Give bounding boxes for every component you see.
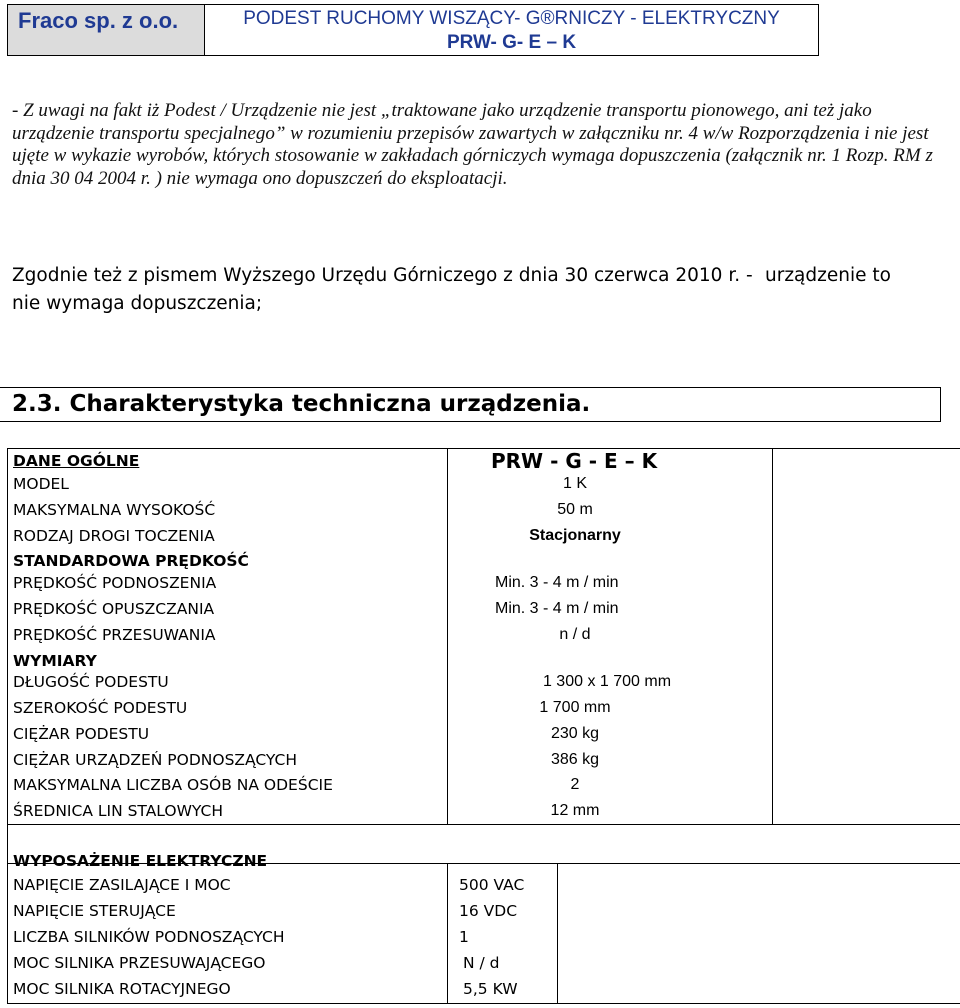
table-row-line: [7, 1003, 960, 1004]
value-max-height: 50 m: [557, 501, 593, 518]
label-lower-speed: PRĘDKOŚĆ OPUSZCZANIA: [13, 600, 215, 618]
dimensions-heading: WYMIARY: [13, 652, 97, 670]
section-heading: [0, 387, 941, 422]
intro-paragraph: - Z uwagi na fakt iż Podest / Urządzenie nie jest „traktowane jako urządzenie transportu pionowego, ani też jako urządzenie transportu specjalnego” w rozumieniu przepisów zawartych w załączniku nr. 4 w/w Rozporządzenia i nie jest ujęte w wykazie wyrobów, których stosowanie w zakładach górniczych wymaga dopuszczenia (załącznik nr. 1 Rozp. RM z dnia 30 04 2004 r. ) nie wymaga ono dopuszczeń do eksploatacji.: [12, 100, 933, 189]
label-rope-diameter: ŚREDNICA LIN STALOWYCH: [13, 802, 223, 820]
electrical-heading: WYPOSAŻENIE ELEKTRYCZNE: [13, 852, 268, 870]
value-control-voltage: 16 VDC: [459, 902, 518, 920]
label-control-voltage: NAPIĘCIE STERUJĄCE: [13, 902, 176, 920]
label-length: DŁUGOŚĆ PODESTU: [13, 673, 169, 691]
value-travel-speed: n / d: [559, 626, 591, 643]
speed-heading: STANDARDOWA PRĘDKOŚĆ: [13, 552, 249, 570]
label-lift-speed: PRĘDKOŚĆ PODNOSZENIA: [13, 574, 217, 592]
table-border-left: [7, 448, 8, 1003]
value-rotary-motor-power: 5,5 KW: [463, 980, 518, 998]
label-hoist-weight: CIĘŻAR URZĄDZEŃ PODNOSZĄCYCH: [13, 751, 298, 769]
value-hoist-weight: 386 kg: [550, 751, 600, 768]
table-divider: [772, 448, 773, 824]
value-hoist-motors: 1: [459, 928, 469, 946]
value-track-type: Stacjonarny: [529, 527, 621, 544]
value-travel-motor-power: N / d: [463, 954, 500, 972]
document-title: [205, 5, 818, 55]
label-max-persons: MAKSYMALNA LICZBA OSÓB NA ODEŚCIE: [13, 776, 333, 794]
regulation-paragraph: [12, 262, 947, 318]
table-row-line: [7, 448, 960, 449]
label-supply-voltage: NAPIĘCIE ZASILAJĄCE I MOC: [13, 876, 231, 894]
label-rotary-motor-power: MOC SILNIKA ROTACYJNEGO: [13, 980, 231, 998]
label-platform-weight: CIĘŻAR PODESTU: [13, 725, 150, 743]
value-platform-weight: 230 kg: [550, 725, 600, 742]
model-name: PRW - G - E – K: [491, 449, 658, 473]
table-row-line: [7, 824, 960, 825]
company-name: Fraco sp. z o.o.: [8, 5, 205, 55]
label-travel-motor-power: MOC SILNIKA PRZESUWAJĄCEGO: [13, 954, 266, 972]
value-model: 1 K: [562, 475, 587, 492]
value-lower-speed: Min. 3 - 4 m / min: [495, 600, 619, 617]
regulation-text-tail: urządzenie to: [765, 265, 891, 286]
value-width: 1 700 mm: [539, 699, 611, 716]
label-track-type: RODZAJ DROGI TOCZENIA: [13, 527, 215, 545]
label-model: MODEL: [13, 475, 69, 493]
title-line-2: PRW- G- E – K: [446, 32, 577, 53]
title-line-1: PODEST RUCHOMY WISZĄCY- G®RNICZY - ELEKTRYCZNY: [243, 8, 780, 29]
label-max-height: MAKSYMALNA WYSOKOŚĆ: [13, 501, 216, 519]
document-header: [7, 4, 819, 56]
table-divider: [557, 863, 558, 1003]
label-travel-speed: PRĘDKOŚĆ PRZESUWANIA: [13, 626, 216, 644]
value-supply-voltage: 500 VAC: [459, 876, 525, 894]
general-heading: DANE OGÓLNE: [13, 452, 140, 470]
value-rope-diameter: 12 mm: [550, 802, 600, 819]
section-title: 2.3. Charakterystyka techniczna urządzenia.: [12, 391, 591, 417]
label-hoist-motors: LICZBA SILNIKÓW PODNOSZĄCYCH: [13, 928, 285, 946]
table-divider: [447, 863, 448, 1003]
regulation-text-line2: nie wymaga dopuszczenia;: [12, 293, 263, 314]
table-divider: [447, 448, 448, 824]
value-max-persons: 2: [570, 776, 580, 793]
value-length: 1 300 x 1 700 mm: [542, 673, 672, 690]
value-lift-speed: Min. 3 - 4 m / min: [495, 574, 619, 591]
regulation-text: Zgodnie też z pismem Wyższego Urzędu Górniczego z dnia 30 czerwca 2010 r. -: [12, 265, 753, 286]
label-width: SZEROKOŚĆ PODESTU: [13, 699, 188, 717]
specification-table: [7, 448, 960, 1008]
